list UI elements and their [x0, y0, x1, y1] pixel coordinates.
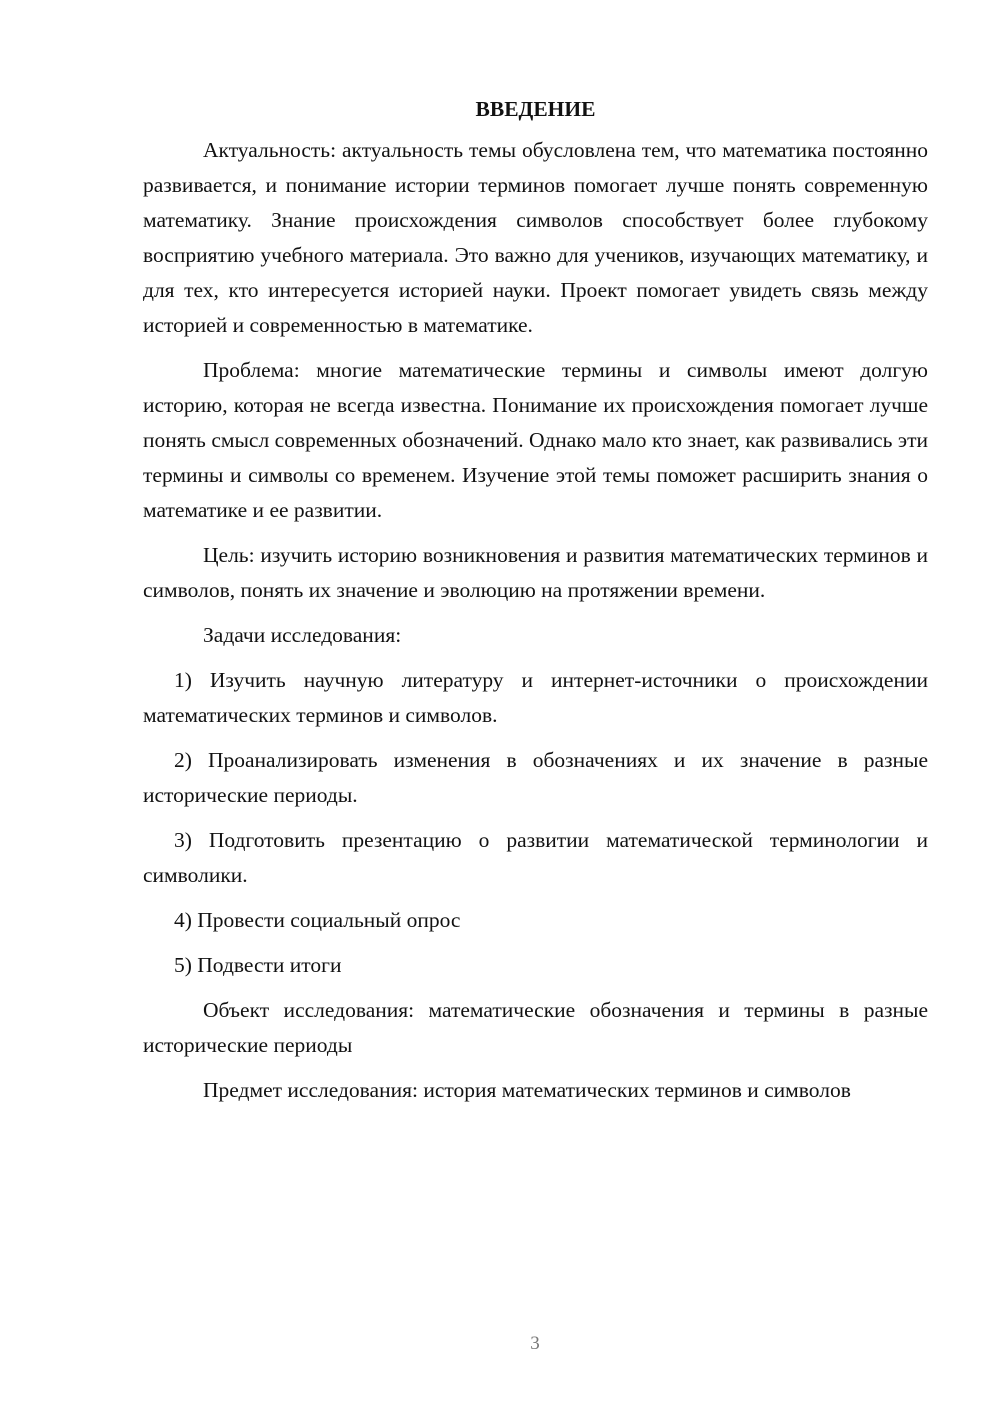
document-page	[143, 92, 928, 1118]
task-item-1: 1) Изучить научную литературу и интернет-источники о происхождении математических терминов и символов.	[143, 668, 928, 727]
goal-paragraph: Цель: изучить историю возникновения и развития математических терминов и символов, понять их значение и эволюцию на протяжении времени.	[143, 543, 928, 602]
subject-paragraph: Предмет исследования: история математических терминов и символов	[203, 1078, 851, 1102]
task-item-3: 3) Подготовить презентацию о развитии математической терминологии и символики.	[143, 828, 928, 887]
page-number: 3	[530, 1333, 540, 1354]
tasks-heading: Задачи исследования:	[203, 623, 402, 647]
relevance-paragraph: Актуальность: актуальность темы обусловлена тем, что математика постоянно развивается, и понимание истории терминов помогает лучше понять современную математику. Знание происхождения символов способствует более глубокому восприятию учебного материала. Это важно для учеников, изучающих математику, и для тех, кто интересуется историей науки. Проект помогает увидеть связь между историей и современностью в математике.	[143, 138, 928, 337]
task-item-5: 5) Подвести итоги	[174, 953, 342, 977]
task-item-4: 4) Провести социальный опрос	[174, 908, 461, 932]
problem-paragraph: Проблема: многие математические термины и символы имеют долгую историю, которая не всегда известна. Понимание их происхождения помогает лучше понять смысл современных обозначений. Однако мало кто знает, как развивались эти термины и символы со временем. Изучение этой темы поможет расширить знания о математике и ее развитии.	[143, 358, 928, 522]
object-paragraph: Объект исследования: математические обозначения и термины в разные исторические периоды	[143, 998, 928, 1057]
task-item-2: 2) Проанализировать изменения в обозначениях и их значение в разные исторические периоды.	[143, 748, 928, 807]
section-heading: ВВЕДЕНИЕ	[475, 97, 596, 121]
